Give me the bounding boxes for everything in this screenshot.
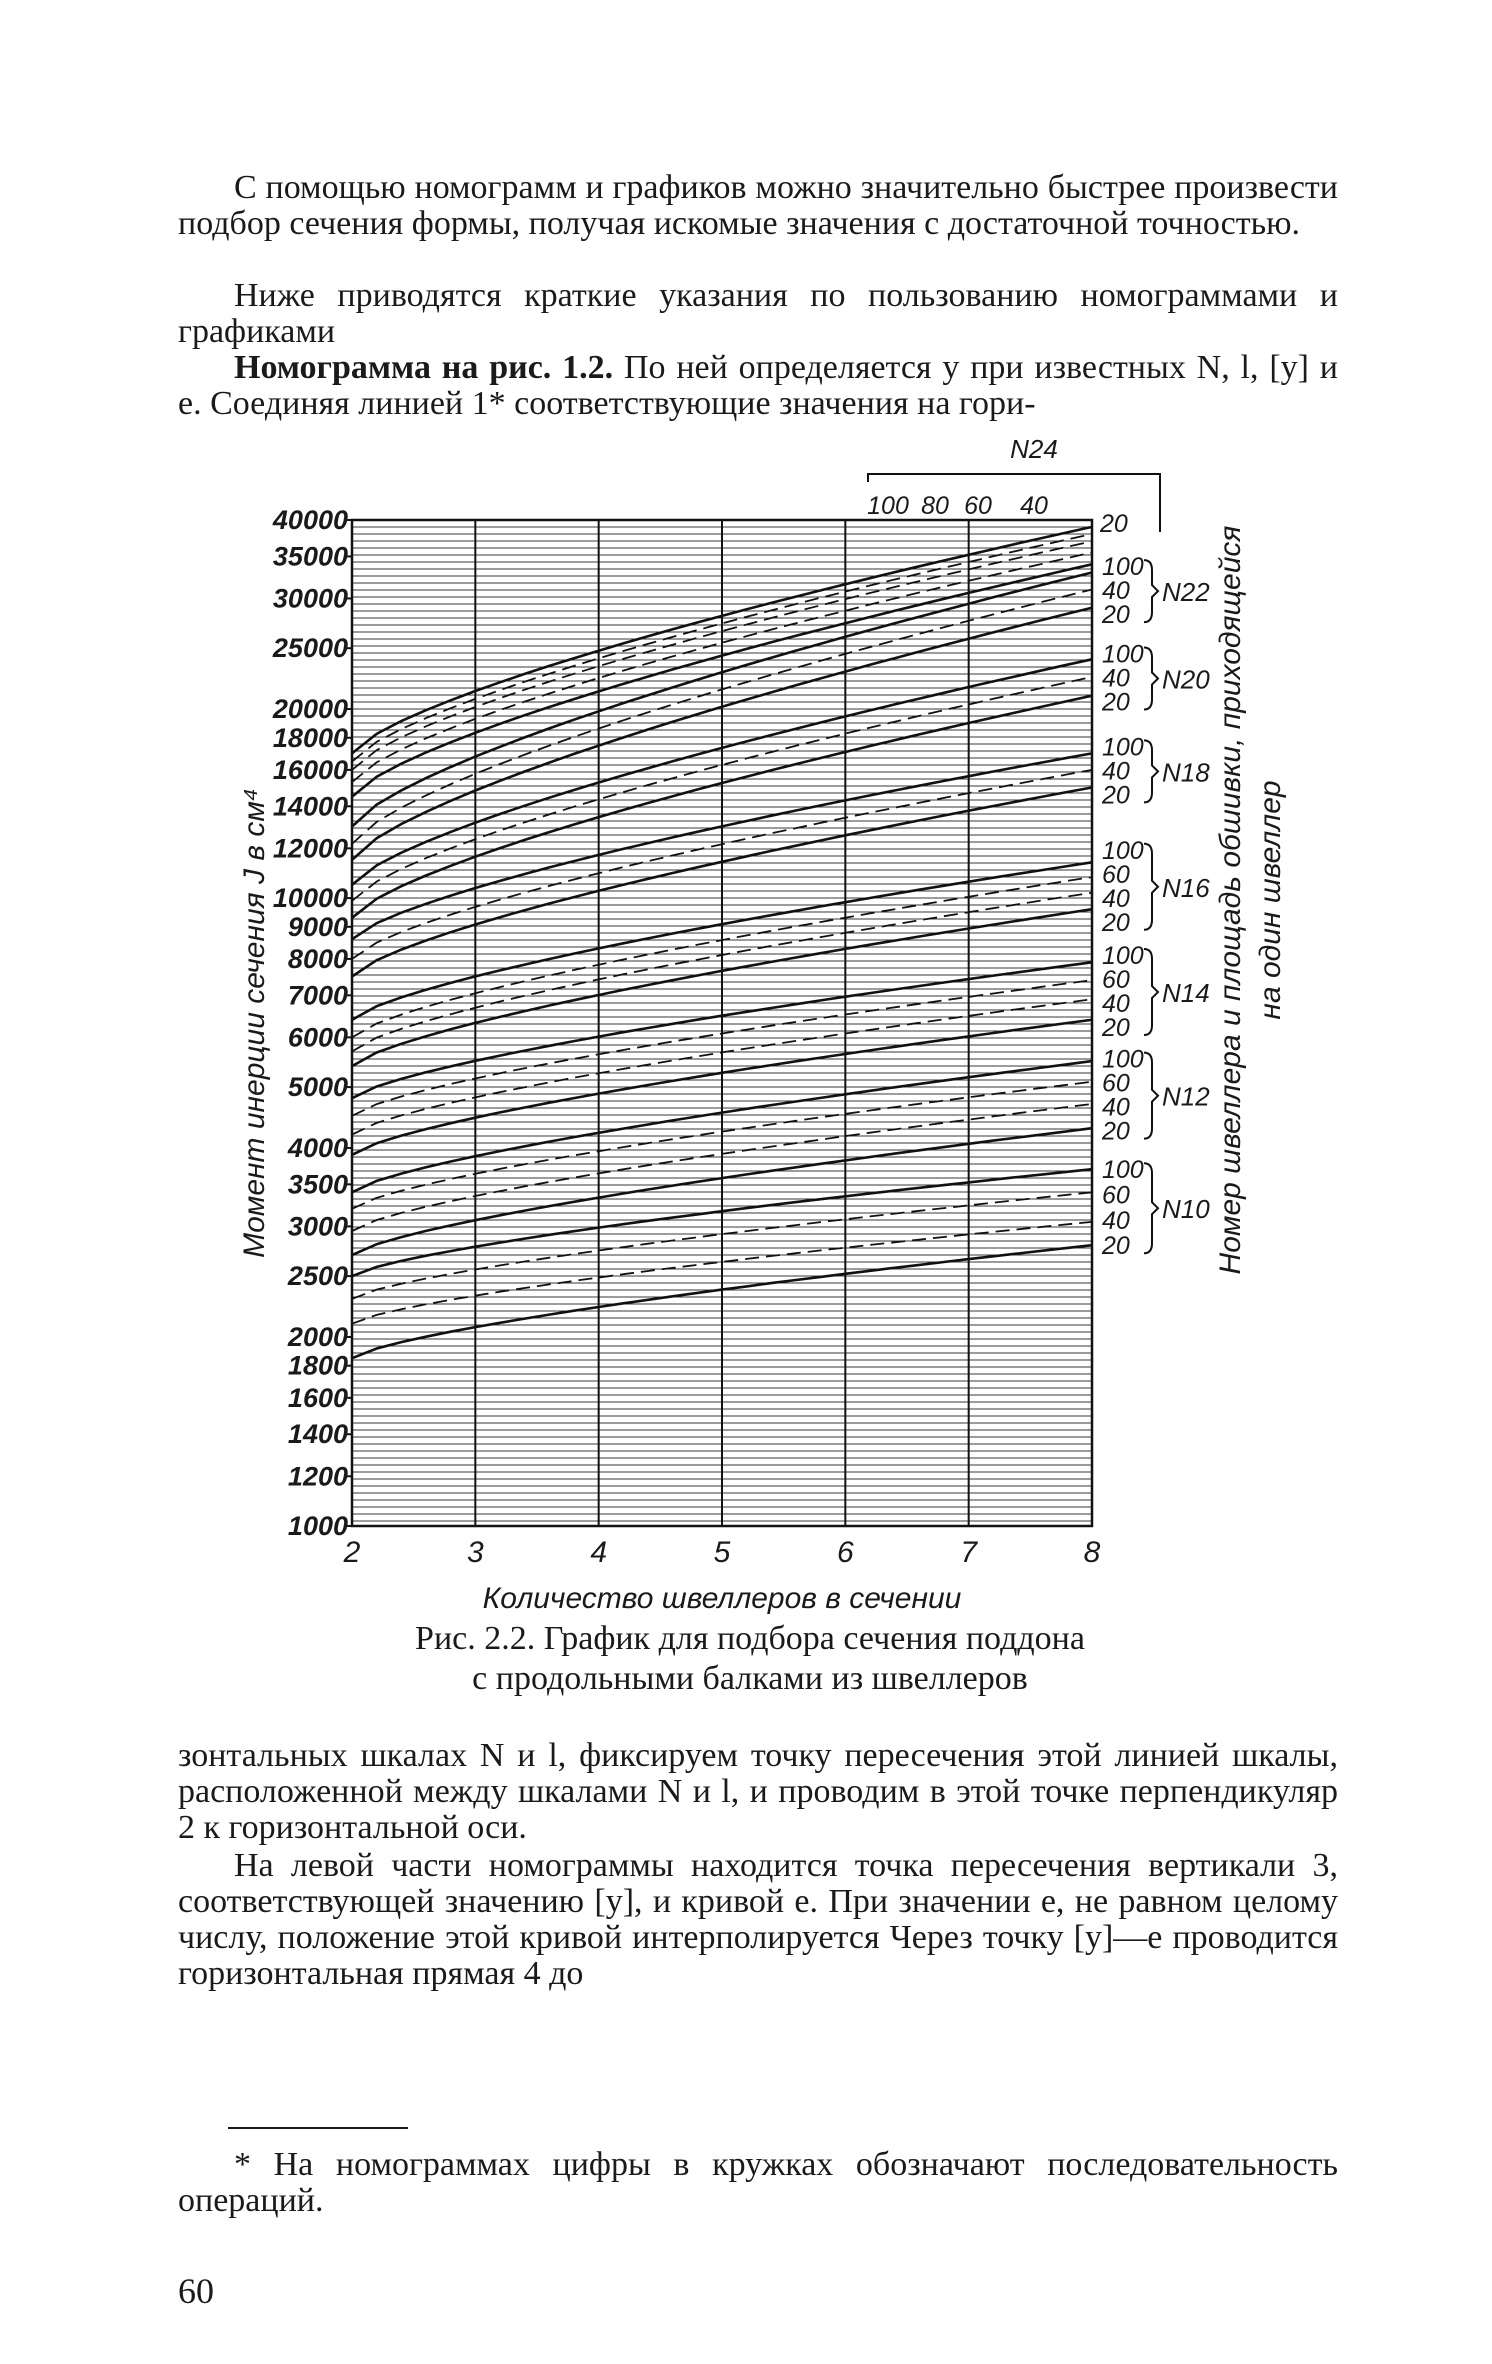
series-label-n10-40: 40	[1102, 1206, 1130, 1235]
y-tick-label: 5000	[287, 1072, 348, 1103]
y-tick-label: 1800	[287, 1350, 348, 1381]
series-label-n14-40: 40	[1102, 990, 1130, 1019]
group-label-n18: N18	[1162, 757, 1210, 788]
group-brace	[1144, 560, 1158, 622]
series-label-n16-100: 100	[1102, 836, 1144, 865]
series-label-n14-60: 60	[1102, 966, 1130, 995]
y-tick-label: 3000	[287, 1211, 348, 1242]
series-label-n22-20: 20	[1102, 601, 1130, 630]
series-label-n24-100: 100	[867, 492, 909, 520]
series-label-n24-60: 60	[964, 492, 992, 520]
series-label-n18-40: 40	[1102, 757, 1130, 786]
group-brace	[1144, 844, 1158, 930]
group-brace	[1144, 949, 1158, 1035]
y-tick-label: 18000	[272, 722, 348, 753]
series-label-n24-40: 40	[1020, 492, 1048, 520]
series-label-n12-20: 20	[1102, 1117, 1130, 1146]
footnote-rule	[228, 2127, 408, 2129]
series-label-n24-80: 80	[921, 492, 949, 520]
page-number: 60	[178, 2271, 214, 2311]
y-tick-label: 40000	[272, 505, 348, 535]
series-label-n20-100: 100	[1102, 640, 1144, 669]
y-tick-label: 1600	[287, 1382, 348, 1413]
series-label-n14-20: 20	[1102, 1014, 1130, 1043]
right-axis-title-line-1: Номер швеллера и площадь обшивки, приходящейся	[1214, 525, 1247, 1275]
footnote: * На номограммах цифры в кружках обозначают последовательность операций.	[178, 2146, 1338, 2219]
series-label-n18-20: 20	[1102, 781, 1130, 810]
group-label-n22: N22	[1162, 577, 1210, 608]
x-tick-label: 4	[590, 1536, 608, 1569]
x-tick-label: 8	[1083, 1536, 1101, 1569]
series-label-n14-100: 100	[1102, 942, 1144, 971]
series-label-n16-20: 20	[1102, 908, 1130, 937]
group-label-n20: N20	[1162, 664, 1210, 695]
series-label-n16-60: 60	[1102, 860, 1130, 889]
figure-caption-line-2: с продольными балками из швеллеров	[472, 1660, 1028, 1697]
y-tick-label: 9000	[287, 911, 348, 942]
y-tick-label: 10000	[272, 883, 348, 914]
y-tick-label: 1000	[287, 1511, 348, 1541]
x-tick-label: 5	[713, 1536, 731, 1569]
y-tick-label: 7000	[287, 980, 348, 1011]
series-label-n22-100: 100	[1102, 553, 1144, 582]
series-label-n12-100: 100	[1102, 1045, 1144, 1074]
y-axis-title: Момент инерции сечения J в см⁴	[238, 788, 271, 1258]
y-tick-label: 12000	[272, 833, 348, 864]
group-label-n14: N14	[1162, 978, 1210, 1009]
series-label-n10-60: 60	[1102, 1181, 1130, 1210]
y-tick-label: 30000	[272, 583, 348, 614]
y-tick-label: 16000	[272, 754, 348, 785]
y-tick-label: 3500	[287, 1169, 348, 1200]
group-brace	[1144, 1163, 1158, 1253]
y-tick-label: 35000	[272, 541, 348, 572]
series-label-n24-20: 20	[1100, 510, 1128, 538]
y-tick-label: 2500	[287, 1261, 348, 1292]
group-label-n12: N12	[1162, 1081, 1210, 1112]
y-tick-label: 1200	[287, 1461, 348, 1492]
y-tick-label: 20000	[272, 694, 348, 725]
series-label-n18-100: 100	[1102, 733, 1144, 762]
y-tick-label: 4000	[287, 1132, 348, 1163]
nomogram-heading: Номограмма на рис. 1.2.	[234, 349, 614, 386]
group-label-n16: N16	[1162, 872, 1210, 903]
right-axis-title-line-2: на один швеллер	[1254, 780, 1287, 1020]
x-axis-title: Количество швеллеров в сечении	[482, 1582, 962, 1615]
nomogram-text: По ней определяется y при известных N, l, [y] и e. Соединяя линией 1* соответствующие значения на гори-	[178, 349, 1338, 422]
paragraph-intro: С помощью номограмм и графиков можно значительно быстрее произвести подбор сечения формы, получая искомые значения с достаточной точностью.	[178, 169, 1338, 242]
series-label-n22-40: 40	[1102, 577, 1130, 606]
series-label-n20-20: 20	[1102, 688, 1130, 717]
series-label-n12-40: 40	[1102, 1093, 1130, 1122]
figure-caption-line-1: Рис. 2.2. График для подбора сечения поддона	[415, 1620, 1085, 1657]
y-tick-label: 6000	[287, 1022, 348, 1053]
series-label-n16-40: 40	[1102, 884, 1130, 913]
series-label-n12-60: 60	[1102, 1069, 1130, 1098]
x-tick-label: 3	[466, 1536, 484, 1569]
group-label-n24: N24	[1010, 434, 1058, 464]
series-label-n20-40: 40	[1102, 664, 1130, 693]
group-label-n10: N10	[1162, 1194, 1210, 1225]
paragraph-left-part: На левой части номограммы находится точка пересечения вертикали 3, соответствующей значению [y], и кривой e. При значении e, не равном целому числу, положение этой кривой интерполируется Через точку [y]—e проводится горизонтальная прямая 4 до	[178, 1847, 1338, 1992]
x-tick-label: 2	[343, 1536, 361, 1569]
group-brace	[1144, 740, 1158, 802]
y-tick-label: 8000	[287, 943, 348, 974]
y-tick-label: 2000	[287, 1321, 348, 1352]
y-tick-label: 14000	[272, 791, 348, 822]
series-label-n10-20: 20	[1102, 1232, 1130, 1261]
paragraph-instructions: Ниже приводятся краткие указания по пользованию номограммами и графиками	[178, 277, 1338, 350]
y-tick-label: 1400	[287, 1419, 348, 1450]
chart-grid	[346, 520, 1092, 1526]
group-brace	[1144, 648, 1158, 710]
series-label-n10-100: 100	[1102, 1156, 1144, 1185]
paragraph-continuation: зонтальных шкалах N и l, фиксируем точку пересечения этой линией шкалы, расположенной между шкалами N и l, и проводим в этой точке перпендикуляр 2 к горизонтальной оси.	[178, 1737, 1338, 1846]
group-brace	[1144, 1053, 1158, 1139]
y-tick-label: 25000	[272, 633, 348, 664]
x-tick-label: 6	[836, 1536, 854, 1569]
x-tick-label: 7	[960, 1536, 978, 1569]
